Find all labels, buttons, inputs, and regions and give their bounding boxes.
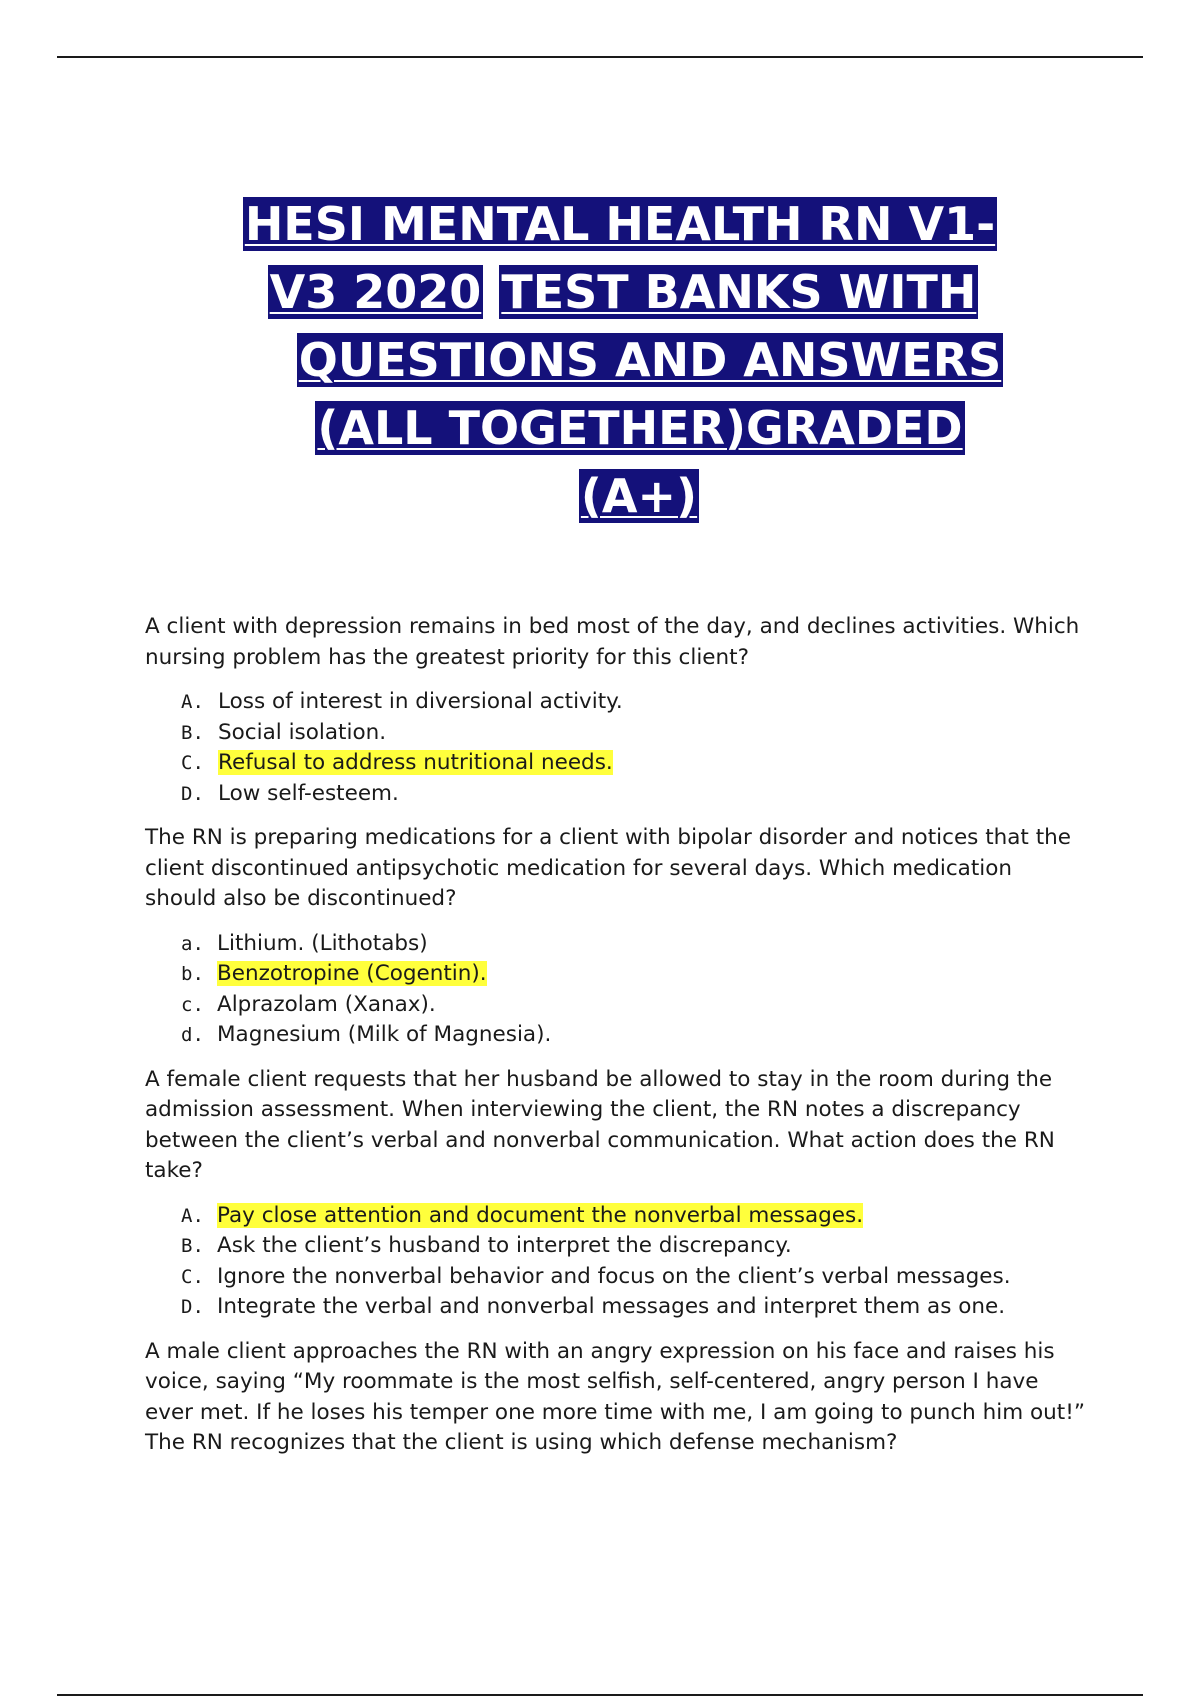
option-item: D. Integrate the verbal and nonverbal messages and interpret them as one.: [181, 1294, 1006, 1319]
question-4: A male client approaches the RN with an angry expression on his face and raises his voice, saying “My roommate is the most selfish, self-centered, angry person I have ever met. If he loses his temper one more time with me, I am going to punch him out!” The RN recognizes that the client is using which defense mechanism?: [145, 1338, 1085, 1455]
option-item-correct: A. Pay close attention and document the nonverbal messages.: [181, 1202, 864, 1228]
option-item: D. Low self-esteem.: [181, 780, 399, 806]
top-rule: [57, 56, 1143, 58]
title-line-4: (ALL TOGETHER)GRADED: [317, 401, 963, 455]
option-item-correct: b. Benzotropine (Cogentin).: [181, 961, 487, 986]
question-2: The RN is preparing medications for a client with bipolar disorder and notices that the client discontinued antipsychotic medication for several days. Which medication should also be discontinued?: [145, 825, 1071, 911]
title-line-1: HESI MENTAL HEALTH RN V1-: [244, 197, 996, 251]
question-2-options: [145, 929, 1090, 1051]
document-title: [180, 190, 1060, 530]
option-item: c. Alprazolam (Xanax).: [181, 991, 436, 1017]
highlighted-answer: Refusal to address nutritional needs.: [218, 750, 613, 775]
title-line-3: QUESTIONS AND ANSWERS: [298, 333, 1002, 387]
title-line-5: (A+): [580, 469, 698, 523]
option-item: a. Lithium. (Lithotabs): [181, 930, 428, 956]
question-3-options: [145, 1201, 1090, 1323]
questions-section: [145, 612, 1090, 1473]
option-item: B. Social isolation.: [181, 719, 387, 745]
title-line-2: V3 2020 TEST BANKS WITH: [269, 265, 977, 319]
option-item: d. Magnesium (Milk of Magnesia).: [181, 1022, 552, 1047]
option-item: C. Ignore the nonverbal behavior and focus on the client’s verbal messages.: [181, 1263, 1011, 1289]
option-item: A. Loss of interest in diversional activity.: [181, 689, 623, 714]
bottom-rule: [57, 1694, 1143, 1696]
option-item: B. Ask the client’s husband to interpret the discrepancy.: [181, 1233, 792, 1258]
option-item-correct: C. Refusal to address nutritional needs.: [181, 750, 613, 775]
question-1: A client with depression remains in bed most of the day, and declines activities. Which nursing problem has the greatest priority for this client?: [145, 614, 1080, 670]
highlighted-answer: Benzotropine (Cogentin).: [217, 961, 487, 986]
question-1-options: [145, 687, 1090, 809]
highlighted-answer: Pay close attention and document the nonverbal messages.: [217, 1202, 864, 1228]
question-3: A female client requests that her husband be allowed to stay in the room during the admission assessment. When interviewing the client, the RN notes a discrepancy between the client’s verbal and nonverbal communication. What action does the RN take?: [145, 1066, 1055, 1183]
